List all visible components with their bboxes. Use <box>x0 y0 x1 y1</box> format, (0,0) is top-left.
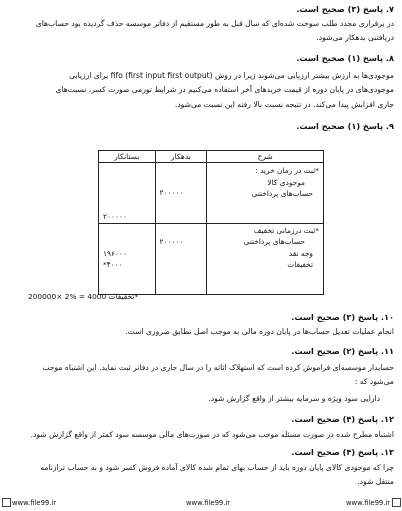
discount-debit: ۲۰۰۰۰۰ <box>159 236 184 246</box>
q13-line-1: چرا که موجودی کالای پایان دوره باید از حساب بهای تمام شده کالای آماده فروش کسر شود و به حساب ترازنامه <box>40 463 394 472</box>
q8-line-1-text: موجودی‌ها به ارزش بیشتر ارزیابی می‌شوند زیرا در روش fifo <box>110 71 394 80</box>
purchase-description <box>207 163 324 224</box>
footer-url-center: www.file99.ir <box>186 499 231 507</box>
q11-line-2: می‌شود که : <box>354 377 394 386</box>
discount-description <box>207 223 324 294</box>
journal-row-purchase <box>99 163 324 224</box>
q11-line-3: دارایی سود ویژه و سرمایه بیشتر از واقع گزارش شود. <box>208 394 380 403</box>
discount-credit-1: ۱۹۶۰۰۰ <box>103 248 127 258</box>
q12-title: ۱۲. پاسخ (۴) صحیح است. <box>291 414 394 424</box>
purchase-debit-cell <box>155 163 207 224</box>
purchase-desc-3: حساب‌های پرداختنی <box>251 189 313 198</box>
q12-line-1: اشتباه مطرح شده در صورت مسئله موجب می‌شود که در صورت‌های مالی موسسه سود کمتر از واقع گزارش شود. <box>30 430 394 439</box>
q11-line-1: حسابدار موسسه‌ای فراموش کرده است که استهلاک اثاثه را در سال جاری در دفاتر ثبت نماید. این اشتباه موجب <box>42 363 394 372</box>
q8-line-1-tail: برای ارزیابی <box>69 71 109 80</box>
purchase-credit-cell <box>99 163 156 224</box>
discount-credit-cell <box>99 223 156 294</box>
header-credit: بستانکار <box>99 151 156 163</box>
journal-table <box>98 150 324 295</box>
q10-line-1: انجام عملیات تعدیل حساب‌ها در پایان دوره مالی به موجب اصل تطابق ضروری است. <box>125 327 394 336</box>
corner-mark-left <box>2 498 11 507</box>
purchase-desc-1: *ثبت در زمان خرید : <box>255 166 319 175</box>
discount-debit-cell <box>155 223 207 294</box>
header-debit: بدهکار <box>155 151 207 163</box>
q7-title: ۷. پاسخ (۳) صحیح است. <box>296 4 394 14</box>
corner-mark-right <box>392 498 401 507</box>
purchase-credit: ۲۰۰۰۰۰ <box>103 212 127 221</box>
q13-line-2: منتقل شود. <box>357 477 394 486</box>
q8-title: ۸. پاسخ (۱) صحیح است. <box>296 53 394 63</box>
discount-credit-2: *۴۰۰۰ <box>103 260 123 269</box>
q8-line-2: موجودی‌های در پایان دوره از قیمت خریدهای آخر استفاده می‌کنیم در شرایط تورمی صورت کسر، نسبت‌های <box>55 85 394 94</box>
purchase-debit: ۲۰۰۰۰۰ <box>159 188 184 197</box>
discount-desc-4: تخفیفات <box>287 260 313 269</box>
q10-title: ۱۰. پاسخ (۳) صحیح است. <box>291 312 394 322</box>
footer-url-right: www.file99.ir <box>346 499 391 507</box>
q8-line-1-fifo: (first input first output) <box>125 71 213 80</box>
q7-line-2: دریافتنی بدهکار می‌شود. <box>316 33 394 42</box>
discount-desc-1: *ثبت درزمانی تخفیف <box>253 225 319 235</box>
journal-header-row <box>99 151 324 163</box>
discount-desc-2: حساب‌های پرداختنی <box>243 237 305 246</box>
q11-title: ۱۱. پاسخ (۲) صحیح است. <box>291 346 394 356</box>
q9-title: ۹. پاسخ (۱) صحیح است. <box>296 121 394 131</box>
footer-url-left: www.file99.ir <box>12 499 57 507</box>
purchase-desc-2: موجودی کالا <box>267 177 305 187</box>
q8-line-1 <box>8 71 394 81</box>
q9-footnote: تخفیفات 4000 = %2 ×200000* <box>28 292 139 301</box>
page-footer <box>0 499 402 509</box>
q13-title: ۱۳. پاسخ (۴) صحیح است. <box>291 447 394 457</box>
discount-desc-3: وجه نقد <box>288 248 313 258</box>
q7-line-1: در برقراری مجدد طلب سوخت شده‌ای که سال قبل به طور مستقیم از دفاتر موسسه حذف گردیده بود حساب‌های <box>35 19 394 28</box>
q8-line-3: جاری افزایش پیدا می‌کند. در نتیجه نسبت بالا رفته این نسبت می‌شود. <box>174 100 394 109</box>
journal-row-discount <box>99 223 324 294</box>
header-description: شرح <box>207 151 324 163</box>
